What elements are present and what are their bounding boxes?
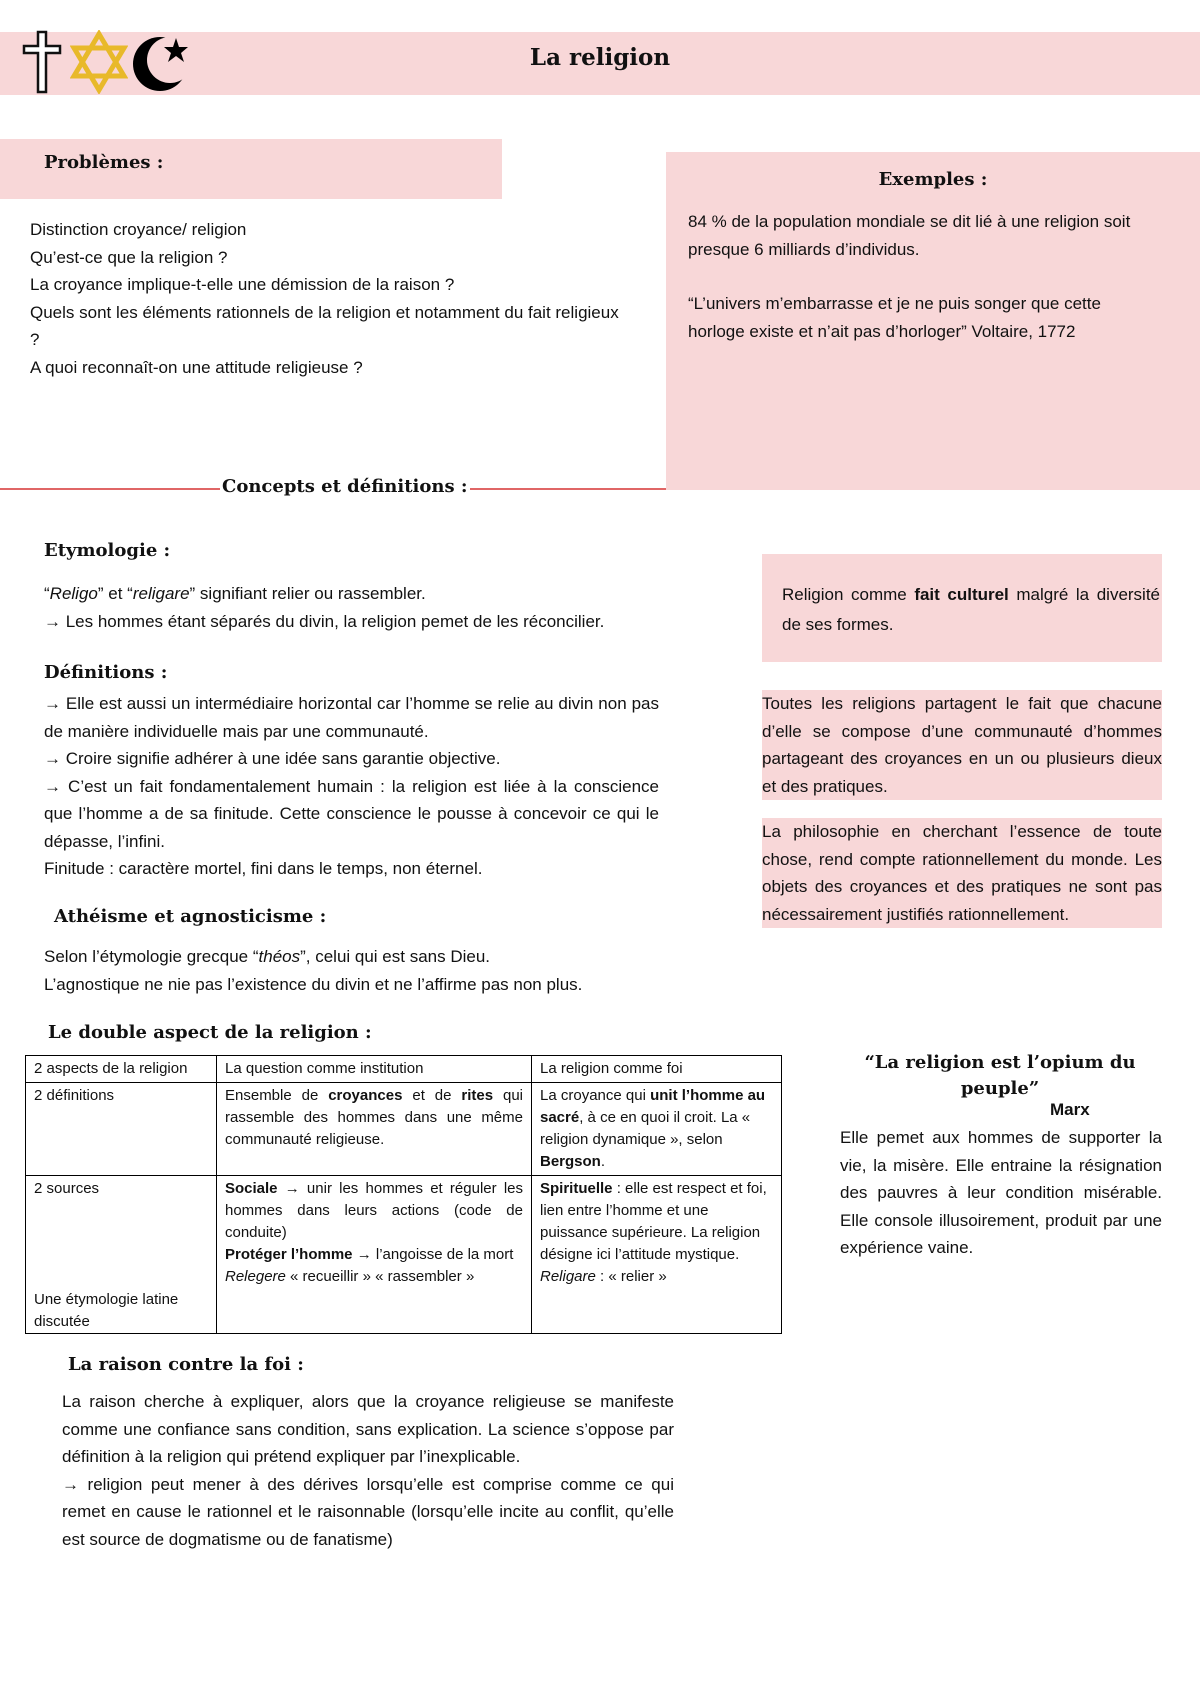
communaute-box: Toutes les religions partagent le fait que chacune d’elle se compose d’une communauté d’hommes partageant des croyances en un ou plusieurs dieux et des pratiques. xyxy=(762,690,1162,800)
table-cell: Sociale → unir les hommes et réguler les hommes dans leurs actions (code de conduite) Protéger l’homme → l’angoisse de la mort Relegere « recueillir » « rassembler » xyxy=(217,1176,532,1334)
probleme-item: Quels sont les éléments rationnels de la religion et notamment du fait religieux ? xyxy=(30,302,619,349)
table-header: La religion comme foi xyxy=(532,1056,782,1083)
table-cell: 2 sources Une étymologie latine discutée xyxy=(26,1176,217,1334)
etymologie-text xyxy=(44,580,664,635)
table-header: La question comme institution xyxy=(217,1056,532,1083)
table-row xyxy=(26,1083,782,1176)
atheisme-text xyxy=(44,943,664,998)
atheisme-heading: Athéisme et agnosticisme : xyxy=(54,906,327,927)
raison-paragraph: → religion peut mener à des dérives lorsqu’elle est comprise comme ce qui remet en cause le rationnel et le raisonnable (lorsqu’elle incite au conflit, qu’elle est source de dogmatisme ou de fanatisme) xyxy=(62,1474,674,1549)
problemes-list xyxy=(30,216,630,381)
raison-heading: La raison contre la foi : xyxy=(68,1354,304,1375)
table-cell: 2 définitions xyxy=(26,1083,217,1176)
double-aspect-table xyxy=(25,1055,782,1334)
definition-item: → Croire signifie adhérer à une idée sans garantie objective. xyxy=(44,749,501,768)
page-title: La religion xyxy=(529,44,671,71)
raison-paragraph: La raison cherche à expliquer, alors que la croyance religieuse se manifeste comme une confiance sans condition, sans explication. La science s’oppose par définition à la religion qui prétend expliquer par l’inexplicable. xyxy=(62,1392,674,1466)
etymologie-heading: Etymologie : xyxy=(44,540,171,561)
probleme-item: Distinction croyance/ religion xyxy=(30,220,247,239)
table-cell: Spirituelle : elle est respect et foi, lien entre l’homme et une puissance supérieure. La religion désigne ici l’attitude mystique. Religare : « relier » xyxy=(532,1176,782,1334)
latin-cross-icon xyxy=(20,30,64,94)
star-of-david-icon xyxy=(70,30,128,94)
etymologie-line-1: “Religo” et “religare” signifiant relier ou rassembler. xyxy=(44,584,426,603)
concepts-heading: Concepts et définitions : xyxy=(222,476,468,497)
exemples-heading: Exemples : xyxy=(878,169,988,190)
marx-quote: “La religion est l’opium du peuple” xyxy=(864,1052,1136,1099)
philosophie-box: La philosophie en cherchant l’essence de toute chose, rend compte rationnellement du monde. Les objets des croyances et des pratiques ne sont pas nécessairement justifiés rationnellement. xyxy=(762,818,1162,928)
exemple-quote: “L’univers m’embarrasse et je ne puis songer que cette horloge existe et n’ait pas d’horloger” Voltaire, 1772 xyxy=(688,294,1101,341)
culture-box: Religion comme fait culturel malgré la diversité de ses formes. xyxy=(762,554,1162,662)
problemes-heading: Problèmes : xyxy=(44,152,164,173)
table-row xyxy=(26,1176,782,1334)
double-aspect-heading: Le double aspect de la religion : xyxy=(48,1022,372,1043)
table-header: 2 aspects de la religion xyxy=(26,1056,217,1083)
table-cell: La croyance qui unit l’homme au sacré, à ce en quoi il croit. La « religion dynamique », selon Bergson. xyxy=(532,1083,782,1176)
atheisme-line-1: Selon l’étymologie grecque “théos”, celui qui est sans Dieu. xyxy=(44,947,491,966)
quote-author: Marx xyxy=(1050,1100,1090,1119)
definitions-heading: Définitions : xyxy=(44,662,168,683)
table-cell: Ensemble de croyances et de rites qui rassemble des hommes dans une même communauté religieuse. xyxy=(217,1083,532,1176)
raison-text xyxy=(62,1388,674,1553)
definition-item: → C’est un fait fondamentalement humain : la religion est liée à la conscience que l’homme a de sa finitude. Cette conscience le pousse à concevoir ce qui le dépasse, l’infini. xyxy=(44,776,659,851)
atheisme-line-2: L’agnostique ne nie pas l’existence du divin et ne l’affirme pas non plus. xyxy=(44,974,583,994)
crescent-star-icon xyxy=(132,30,192,96)
probleme-item: La croyance implique-t-elle une démission de la raison ? xyxy=(30,275,455,294)
definition-item: Finitude : caractère mortel, fini dans le temps, non éternel. xyxy=(44,859,483,878)
exemples-text xyxy=(688,208,1158,345)
definition-item: → Elle est aussi un intermédiaire horizontal car l’homme se relie au divin non pas de manière individuelle mais par une communauté. xyxy=(44,694,659,741)
quote-body: Elle pemet aux hommes de supporter la vie, la misère. Elle entraine la résignation des pauvres à leur condition misérable. Elle console illusoirement, produit par une expérience vaine. xyxy=(840,1128,1162,1257)
probleme-item: Qu’est-ce que la religion ? xyxy=(30,247,228,267)
definitions-text xyxy=(44,690,659,883)
table-row xyxy=(26,1056,782,1083)
exemple-stat: 84 % de la population mondiale se dit lié à une religion soit presque 6 milliards d’individus. xyxy=(688,212,1131,259)
probleme-item: A quoi reconnaît-on une attitude religieuse ? xyxy=(30,357,363,377)
etymologie-line-2: → Les hommes étant séparés du divin, la religion pemet de les réconcilier. xyxy=(44,611,605,631)
